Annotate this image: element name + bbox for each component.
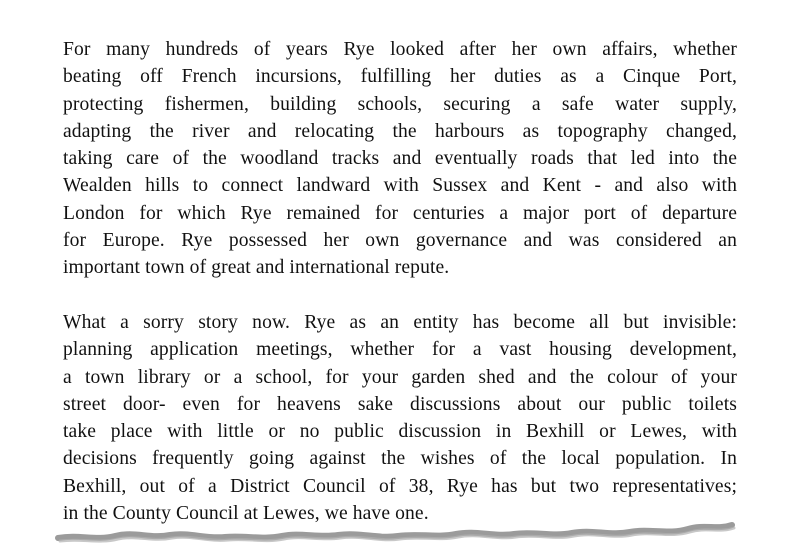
paragraph-line: beating off French incursions, fulfilling her duties as a Cinque Port, [63, 66, 737, 88]
paragraph-line: taking care of the woodland tracks and eventually roads that led into the [63, 148, 737, 170]
paragraph-1 [63, 36, 737, 282]
paragraph-line: planning application meetings, whether for a vast housing development, [63, 339, 737, 361]
paragraph-2 [63, 309, 737, 527]
paragraph-line: decisions frequently going against the wishes of the local population. In [63, 448, 737, 470]
paragraph-line: street door- even for heavens sake discussions about our public toilets [63, 393, 737, 415]
paragraph-line: London for which Rye remained for centuries a major port of departure [63, 202, 737, 224]
paragraph-line: for Europe. Rye possessed her own governance and was considered an [63, 230, 737, 252]
paragraph-line: Bexhill, out of a District Council of 38, Rye has but two representatives; [63, 475, 737, 497]
paragraph-line: a town library or a school, for your garden shed and the colour of your [63, 366, 737, 388]
paragraph-line: What a sorry story now. Rye as an entity has become all but invisible: [63, 312, 737, 333]
paragraph-line: Wealden hills to connect landward with Sussex and Kent - and also with [63, 175, 737, 197]
paragraph-line: For many hundreds of years Rye looked after her own affairs, whether [63, 39, 737, 60]
paragraph-line: adapting the river and relocating the harbours as topography changed, [63, 120, 737, 142]
paragraph-line: protecting fishermen, building schools, securing a safe water supply, [63, 93, 737, 115]
paragraph-line: important town of great and international repute. [63, 257, 450, 279]
paragraph-line: take place with little or no public discussion in Bexhill or Lewes, with [63, 421, 737, 443]
torn-edge-decoration [0, 508, 800, 550]
paragraph-line: in the County Council at Lewes, we have one. [63, 503, 429, 525]
